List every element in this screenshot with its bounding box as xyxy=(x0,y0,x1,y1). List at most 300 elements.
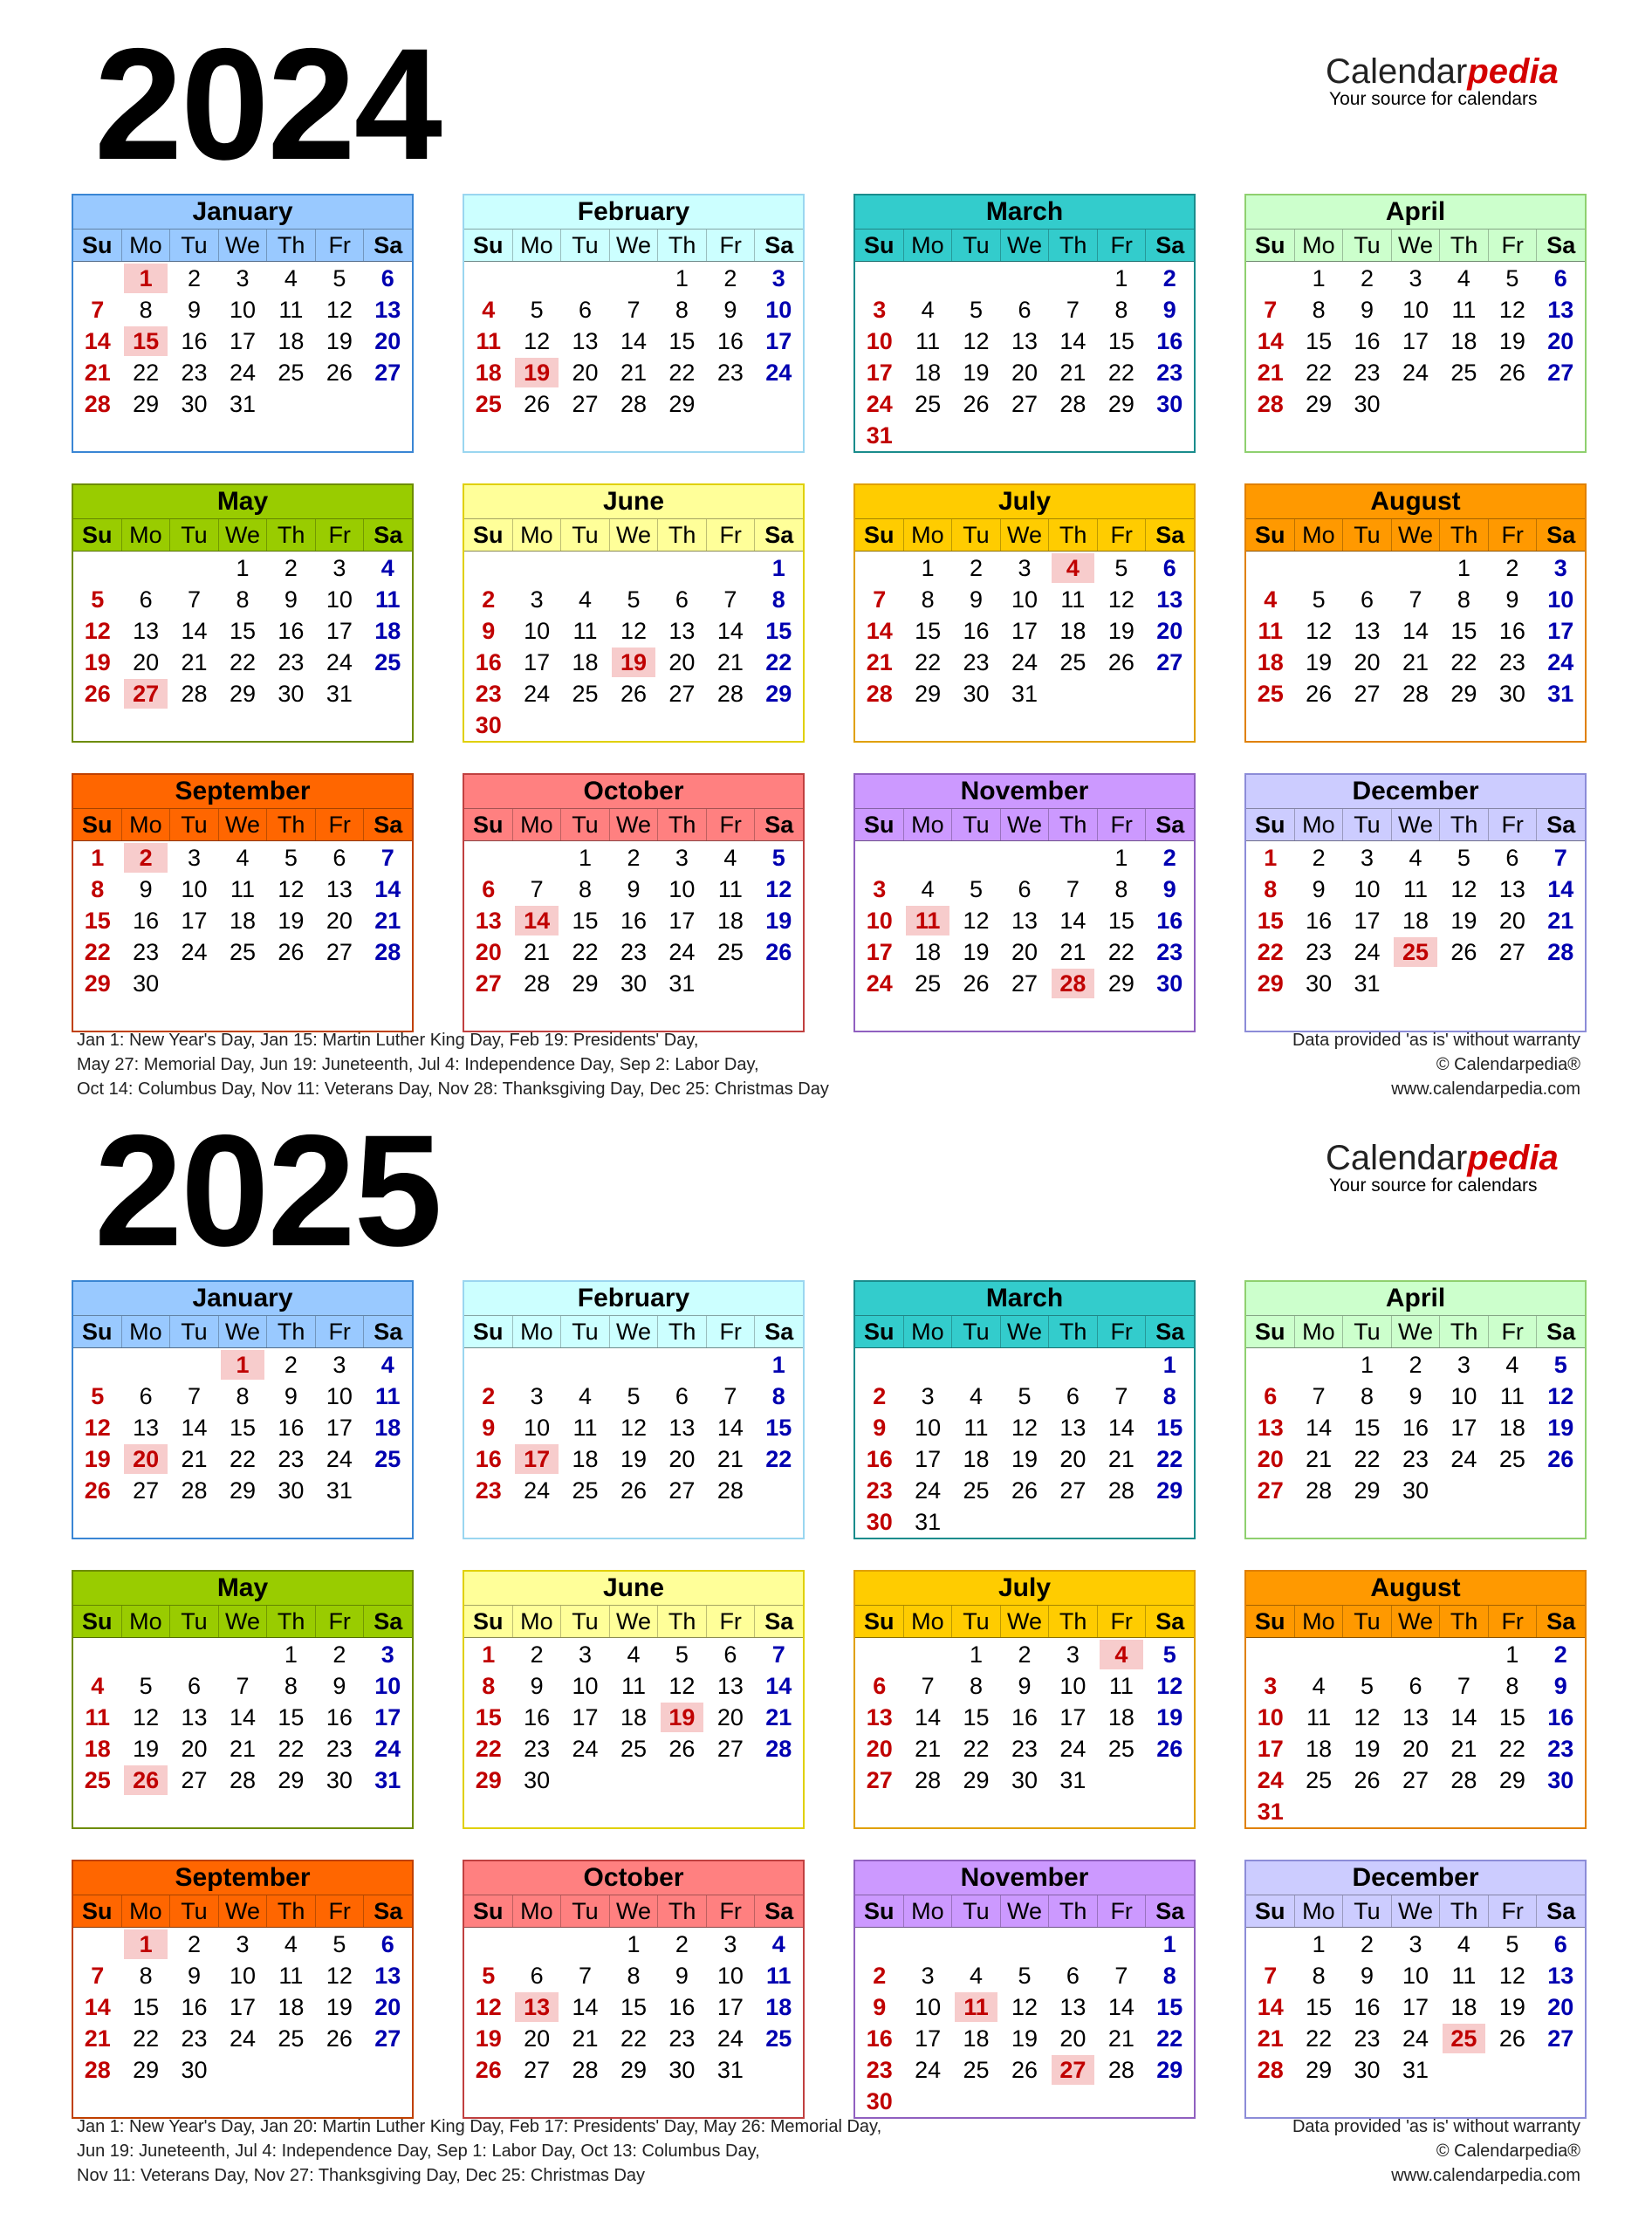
day-cell: 8 xyxy=(771,586,785,613)
day-cell: 3 xyxy=(1264,1673,1278,1699)
empty-cell xyxy=(1440,1639,1488,1670)
month-name: November xyxy=(855,775,1194,808)
month-june xyxy=(463,483,805,743)
day-cell: 28 xyxy=(181,1477,208,1504)
day-cell: 19 xyxy=(1156,1704,1183,1730)
weekday-label: We xyxy=(1001,519,1050,551)
weekday-header xyxy=(73,229,412,262)
day-cell: 25 xyxy=(1498,1446,1525,1472)
day-cell: 24 xyxy=(1402,360,1429,386)
weekday-label: Mo xyxy=(513,1316,562,1347)
day-cell: 9 xyxy=(530,1673,544,1699)
day-cell: 26 xyxy=(1011,2057,1038,2083)
day-grid xyxy=(855,1928,1194,2117)
empty-cell xyxy=(609,552,657,584)
day-cell: 18 xyxy=(475,360,502,386)
day-cell: 3 xyxy=(332,1352,346,1378)
day-cell: 10 xyxy=(524,618,551,644)
weekday-header xyxy=(73,518,412,552)
holiday-day-cell: 1 xyxy=(221,1350,264,1380)
day-cell: 20 xyxy=(374,1994,401,2020)
day-cell: 8 xyxy=(482,1673,496,1699)
weekday-header xyxy=(855,808,1194,841)
empty-cell xyxy=(170,1639,218,1670)
day-cell: 31 xyxy=(716,2057,744,2083)
day-cell: 24 xyxy=(524,1477,551,1504)
day-cell: 26 xyxy=(1450,939,1477,965)
day-cell: 9 xyxy=(1553,1673,1567,1699)
day-cell: 20 xyxy=(668,1446,696,1472)
day-grid xyxy=(855,552,1194,709)
weekday-header xyxy=(855,1605,1194,1638)
empty-cell xyxy=(1246,1929,1294,1960)
day-cell: 2 xyxy=(1553,1641,1567,1668)
day-cell: 18 xyxy=(1306,1736,1333,1762)
day-cell: 14 xyxy=(1547,876,1574,902)
weekday-label: Th xyxy=(1049,519,1098,551)
month-december xyxy=(1244,1860,1587,2119)
month-name: August xyxy=(1246,1572,1585,1605)
day-cell: 26 xyxy=(963,970,990,997)
day-cell: 30 xyxy=(1156,391,1183,417)
day-cell: 10 xyxy=(374,1673,401,1699)
day-cell: 16 xyxy=(620,908,648,934)
day-cell: 15 xyxy=(915,618,942,644)
holiday-day-cell: 14 xyxy=(515,906,558,935)
day-cell: 28 xyxy=(620,391,648,417)
day-cell: 2 xyxy=(675,1931,689,1957)
weekday-label: Sa xyxy=(764,1608,794,1634)
day-cell: 12 xyxy=(326,1963,353,1989)
day-cell: 20 xyxy=(1059,1446,1086,1472)
day-cell: 30 xyxy=(1498,681,1525,707)
day-cell: 20 xyxy=(374,328,401,354)
day-cell: 5 xyxy=(1018,1383,1032,1409)
empty-cell xyxy=(73,552,121,584)
day-cell: 13 xyxy=(475,908,502,934)
day-grid xyxy=(464,1638,803,1796)
day-cell: 14 xyxy=(1107,1415,1134,1441)
day-cell: 5 xyxy=(1505,1931,1519,1957)
day-cell: 9 xyxy=(482,1415,496,1441)
day-cell: 7 xyxy=(1312,1383,1326,1409)
day-cell: 1 xyxy=(1361,1352,1374,1378)
day-cell: 16 xyxy=(181,328,208,354)
day-cell: 2 xyxy=(332,1641,346,1668)
day-cell: 25 xyxy=(1059,649,1086,675)
day-cell: 21 xyxy=(84,2025,111,2052)
day-cell: 22 xyxy=(1498,1736,1525,1762)
day-cell: 16 xyxy=(866,1446,893,1472)
day-cell: 24 xyxy=(866,970,893,997)
day-cell: 20 xyxy=(1498,908,1525,934)
weekday-label: Mo xyxy=(122,1316,171,1347)
day-cell: 25 xyxy=(278,2025,305,2052)
day-cell: 4 xyxy=(380,555,394,581)
day-cell: 9 xyxy=(723,297,737,323)
day-cell: 6 xyxy=(482,876,496,902)
day-cell: 4 xyxy=(970,1963,984,1989)
month-june xyxy=(463,1570,805,1829)
empty-cell xyxy=(121,1349,169,1381)
day-cell: 19 xyxy=(1450,908,1477,934)
day-cell: 20 xyxy=(326,908,353,934)
empty-cell xyxy=(561,263,609,294)
day-cell: 22 xyxy=(133,2025,160,2052)
holiday-note-line: Jun 19: Juneteenth, Jul 4: Independence Day, Sep 1: Labor Day, Oct 13: Columbus Day, xyxy=(77,2141,760,2161)
day-cell: 6 xyxy=(1553,265,1567,291)
day-cell: 16 xyxy=(278,1415,305,1441)
day-cell: 15 xyxy=(84,908,111,934)
day-cell: 7 xyxy=(627,297,641,323)
weekday-label: Sa xyxy=(764,1319,794,1345)
day-cell: 2 xyxy=(188,265,202,291)
day-cell: 27 xyxy=(181,1767,208,1793)
day-cell: 31 xyxy=(1257,1799,1284,1825)
weekday-label: Mo xyxy=(513,519,562,551)
day-cell: 25 xyxy=(620,1736,648,1762)
empty-cell xyxy=(1343,552,1391,584)
day-cell: 3 xyxy=(236,265,250,291)
weekday-label: Sa xyxy=(1546,1608,1576,1634)
day-cell: 24 xyxy=(229,2025,257,2052)
day-cell: 30 xyxy=(1402,1477,1429,1504)
day-cell: 26 xyxy=(1011,1477,1038,1504)
day-cell: 14 xyxy=(620,328,648,354)
day-cell: 13 xyxy=(668,618,696,644)
month-march xyxy=(853,1280,1196,1539)
day-cell: 20 xyxy=(1059,2025,1086,2052)
day-cell: 6 xyxy=(1409,1673,1422,1699)
day-cell: 29 xyxy=(1354,1477,1381,1504)
weekday-label: We xyxy=(1392,519,1441,551)
weekday-label: Th xyxy=(1049,1316,1098,1347)
day-cell: 6 xyxy=(579,297,593,323)
day-cell: 24 xyxy=(1354,939,1381,965)
day-cell: 30 xyxy=(1354,391,1381,417)
day-cell: 1 xyxy=(236,555,250,581)
website-link[interactable]: www.calendarpedia.com xyxy=(1391,2166,1580,2185)
day-cell: 18 xyxy=(1402,908,1429,934)
day-cell: 12 xyxy=(620,1415,648,1441)
empty-cell xyxy=(73,1349,121,1381)
holiday-day-cell: 15 xyxy=(124,326,167,356)
brand-logo[interactable] xyxy=(1326,54,1580,109)
day-cell: 1 xyxy=(1312,265,1326,291)
day-cell: 16 xyxy=(1354,1994,1381,2020)
day-cell: 31 xyxy=(1011,681,1038,707)
month-march xyxy=(853,194,1196,453)
day-grid xyxy=(73,841,412,999)
holiday-note-line: Jan 1: New Year's Day, Jan 15: Martin Luther King Day, Feb 19: Presidents' Day, xyxy=(77,1031,699,1050)
weekday-label: Sa xyxy=(374,1608,403,1634)
day-cell: 9 xyxy=(1162,297,1176,323)
day-cell: 5 xyxy=(284,845,298,871)
day-cell: 24 xyxy=(1547,649,1574,675)
day-cell: 13 xyxy=(1498,876,1525,902)
day-cell: 25 xyxy=(374,1446,401,1472)
day-cell: 9 xyxy=(970,586,984,613)
website-link[interactable]: www.calendarpedia.com xyxy=(1391,1079,1580,1099)
day-cell: 25 xyxy=(84,1767,111,1793)
weekday-label: We xyxy=(1001,230,1050,261)
day-cell: 22 xyxy=(1306,360,1333,386)
weekday-label: Mo xyxy=(122,519,171,551)
weekday-header xyxy=(464,1895,803,1928)
weekday-label: Mo xyxy=(904,1895,953,1927)
day-cell: 4 xyxy=(1457,1931,1470,1957)
weekday-label: Tu xyxy=(1343,519,1392,551)
weekday-label: Th xyxy=(267,1895,316,1927)
month-september xyxy=(72,773,414,1032)
day-cell: 24 xyxy=(1450,1446,1477,1472)
day-cell: 7 xyxy=(1264,1963,1278,1989)
day-cell: 7 xyxy=(921,1673,935,1699)
weekday-label: Fr xyxy=(1098,1606,1147,1637)
day-cell: 4 xyxy=(91,1673,105,1699)
empty-cell xyxy=(512,1349,560,1381)
day-cell: 17 xyxy=(1059,1704,1086,1730)
day-cell: 4 xyxy=(1505,1352,1519,1378)
day-cell: 27 xyxy=(1156,649,1183,675)
day-cell: 7 xyxy=(188,1383,202,1409)
day-cell: 12 xyxy=(524,328,551,354)
day-cell: 3 xyxy=(380,1641,394,1668)
day-cell: 18 xyxy=(1450,328,1477,354)
day-cell: 28 xyxy=(1107,2057,1134,2083)
day-cell: 29 xyxy=(229,1477,257,1504)
day-cell: 25 xyxy=(915,970,942,997)
holiday-day-cell: 27 xyxy=(124,679,167,709)
month-name: January xyxy=(73,1282,412,1315)
day-cell: 6 xyxy=(675,586,689,613)
empty-cell xyxy=(855,842,903,874)
day-grid xyxy=(855,841,1194,999)
brand-name: Calendarpedia xyxy=(1326,52,1559,91)
weekday-label: Fr xyxy=(707,1316,756,1347)
day-cell: 21 xyxy=(181,1446,208,1472)
day-cell: 5 xyxy=(139,1673,153,1699)
day-cell: 13 xyxy=(326,876,353,902)
day-cell: 10 xyxy=(572,1673,599,1699)
empty-cell xyxy=(73,263,121,294)
weekday-label: Sa xyxy=(1546,812,1576,838)
day-cell: 23 xyxy=(1156,360,1183,386)
day-cell: 16 xyxy=(1156,908,1183,934)
empty-cell xyxy=(1049,1929,1097,1960)
day-cell: 15 xyxy=(963,1704,990,1730)
empty-cell xyxy=(464,842,512,874)
day-cell: 8 xyxy=(284,1673,298,1699)
day-cell: 2 xyxy=(530,1641,544,1668)
day-grid xyxy=(73,1928,412,2086)
day-cell: 1 xyxy=(284,1641,298,1668)
day-cell: 28 xyxy=(716,1477,744,1504)
weekday-label: Th xyxy=(658,519,707,551)
day-cell: 3 xyxy=(1409,265,1422,291)
month-name: October xyxy=(464,1861,803,1895)
day-cell: 13 xyxy=(1059,1994,1086,2020)
day-cell: 31 xyxy=(229,391,257,417)
day-cell: 14 xyxy=(84,328,111,354)
day-cell: 20 xyxy=(1547,328,1574,354)
day-cell: 19 xyxy=(1354,1736,1381,1762)
day-cell: 9 xyxy=(332,1673,346,1699)
weekday-label: We xyxy=(1001,809,1050,840)
day-cell: 8 xyxy=(1505,1673,1519,1699)
day-cell: 22 xyxy=(1156,2025,1183,2052)
weekday-label: Th xyxy=(1049,1895,1098,1927)
weekday-label: We xyxy=(1392,230,1441,261)
empty-cell xyxy=(1246,1349,1294,1381)
day-cell: 17 xyxy=(181,908,208,934)
weekday-label: Th xyxy=(1049,1606,1098,1637)
day-cell: 17 xyxy=(326,1415,353,1441)
weekday-label: Fr xyxy=(1489,1316,1538,1347)
day-cell: 11 xyxy=(1402,876,1428,902)
day-cell: 12 xyxy=(668,1673,696,1699)
day-cell: 6 xyxy=(332,845,346,871)
holiday-day-cell: 4 xyxy=(1052,553,1094,583)
day-cell: 17 xyxy=(915,2025,942,2052)
day-cell: 18 xyxy=(1059,618,1086,644)
empty-cell xyxy=(855,1639,903,1670)
day-cell: 10 xyxy=(1547,586,1574,613)
day-cell: 15 xyxy=(475,1704,502,1730)
empty-cell xyxy=(170,552,218,584)
day-cell: 2 xyxy=(188,1931,202,1957)
day-cell: 9 xyxy=(482,618,496,644)
weekday-label: Su xyxy=(855,1895,904,1927)
day-cell: 24 xyxy=(716,2025,744,2052)
day-cell: 28 xyxy=(229,1767,257,1793)
day-cell: 19 xyxy=(765,908,792,934)
day-cell: 27 xyxy=(866,1767,893,1793)
day-cell: 6 xyxy=(1066,1963,1080,1989)
day-cell: 7 xyxy=(1114,1383,1128,1409)
weekday-label: Mo xyxy=(904,230,953,261)
day-cell: 29 xyxy=(1498,1767,1525,1793)
day-cell: 4 xyxy=(921,297,935,323)
day-cell: 10 xyxy=(1450,1383,1477,1409)
empty-cell xyxy=(903,1929,951,1960)
empty-cell xyxy=(903,842,951,874)
weekday-label: Tu xyxy=(952,519,1001,551)
empty-cell xyxy=(952,1929,1000,1960)
day-cell: 19 xyxy=(1498,1994,1525,2020)
weekday-label: Fr xyxy=(1098,809,1147,840)
day-cell: 11 xyxy=(963,1415,989,1441)
day-cell: 12 xyxy=(133,1704,160,1730)
day-cell: 23 xyxy=(1011,1736,1038,1762)
brand-logo[interactable] xyxy=(1326,1141,1580,1196)
day-cell: 27 xyxy=(1257,1477,1284,1504)
day-cell: 27 xyxy=(1547,360,1574,386)
empty-cell xyxy=(952,263,1000,294)
day-cell: 3 xyxy=(771,265,785,291)
day-cell: 21 xyxy=(1257,360,1284,386)
day-cell: 3 xyxy=(921,1383,935,1409)
weekday-label: Sa xyxy=(374,812,403,838)
day-cell: 25 xyxy=(229,939,257,965)
weekday-label: Th xyxy=(267,809,316,840)
weekday-label: Th xyxy=(267,1316,316,1347)
year-section-2024 xyxy=(0,0,1652,1099)
day-cell: 9 xyxy=(1409,1383,1422,1409)
day-cell: 26 xyxy=(1354,1767,1381,1793)
day-cell: 17 xyxy=(1450,1415,1477,1441)
day-cell: 18 xyxy=(915,360,942,386)
day-cell: 16 xyxy=(278,618,305,644)
day-cell: 13 xyxy=(1011,328,1038,354)
day-cell: 25 xyxy=(1257,681,1284,707)
day-cell: 19 xyxy=(326,328,353,354)
month-november xyxy=(853,773,1196,1032)
day-cell: 11 xyxy=(278,1963,304,1989)
holiday-day-cell: 19 xyxy=(515,358,558,387)
weekday-label: We xyxy=(610,1316,659,1347)
weekday-label: Tu xyxy=(561,1606,610,1637)
day-cell: 8 xyxy=(1162,1963,1176,1989)
day-cell: 15 xyxy=(668,328,696,354)
day-grid xyxy=(855,262,1194,451)
empty-cell xyxy=(952,1349,1000,1381)
day-cell: 15 xyxy=(133,1994,160,2020)
weekday-label: We xyxy=(1001,1895,1050,1927)
day-cell: 29 xyxy=(572,970,599,997)
day-cell: 31 xyxy=(1402,2057,1429,2083)
weekday-label: Tu xyxy=(561,809,610,840)
day-cell: 5 xyxy=(482,1963,496,1989)
day-cell: 3 xyxy=(1066,1641,1080,1668)
empty-cell xyxy=(1049,1349,1097,1381)
weekday-label: Tu xyxy=(170,1895,219,1927)
empty-cell xyxy=(1000,1929,1048,1960)
day-cell: 7 xyxy=(1553,845,1567,871)
day-cell: 25 xyxy=(1450,360,1477,386)
day-cell: 7 xyxy=(1409,586,1422,613)
weekday-label: Sa xyxy=(374,1898,403,1924)
weekday-label: Tu xyxy=(561,230,610,261)
brand-tagline: Your source for calendars xyxy=(1329,89,1538,109)
day-cell: 23 xyxy=(1156,939,1183,965)
day-cell: 15 xyxy=(1354,1415,1381,1441)
day-cell: 1 xyxy=(771,555,785,581)
day-cell: 1 xyxy=(1457,555,1470,581)
day-cell: 10 xyxy=(1402,297,1429,323)
weekday-label: Su xyxy=(1246,1606,1295,1637)
day-cell: 5 xyxy=(627,586,641,613)
day-cell: 23 xyxy=(866,1477,893,1504)
day-cell: 13 xyxy=(1402,1704,1429,1730)
day-cell: 2 xyxy=(970,555,984,581)
weekday-label: Sa xyxy=(1546,1898,1576,1924)
day-cell: 23 xyxy=(668,2025,696,2052)
holiday-day-cell: 26 xyxy=(124,1765,167,1795)
day-cell: 8 xyxy=(91,876,105,902)
day-cell: 27 xyxy=(374,360,401,386)
month-name: September xyxy=(73,775,412,808)
weekday-label: Fr xyxy=(707,519,756,551)
day-cell: 12 xyxy=(1354,1704,1381,1730)
day-cell: 1 xyxy=(970,1641,984,1668)
weekday-label: Mo xyxy=(1295,1895,1344,1927)
day-cell: 16 xyxy=(716,328,744,354)
day-cell: 11 xyxy=(1060,586,1086,613)
day-cell: 26 xyxy=(765,939,792,965)
day-cell: 18 xyxy=(374,618,401,644)
day-cell: 5 xyxy=(91,1383,105,1409)
